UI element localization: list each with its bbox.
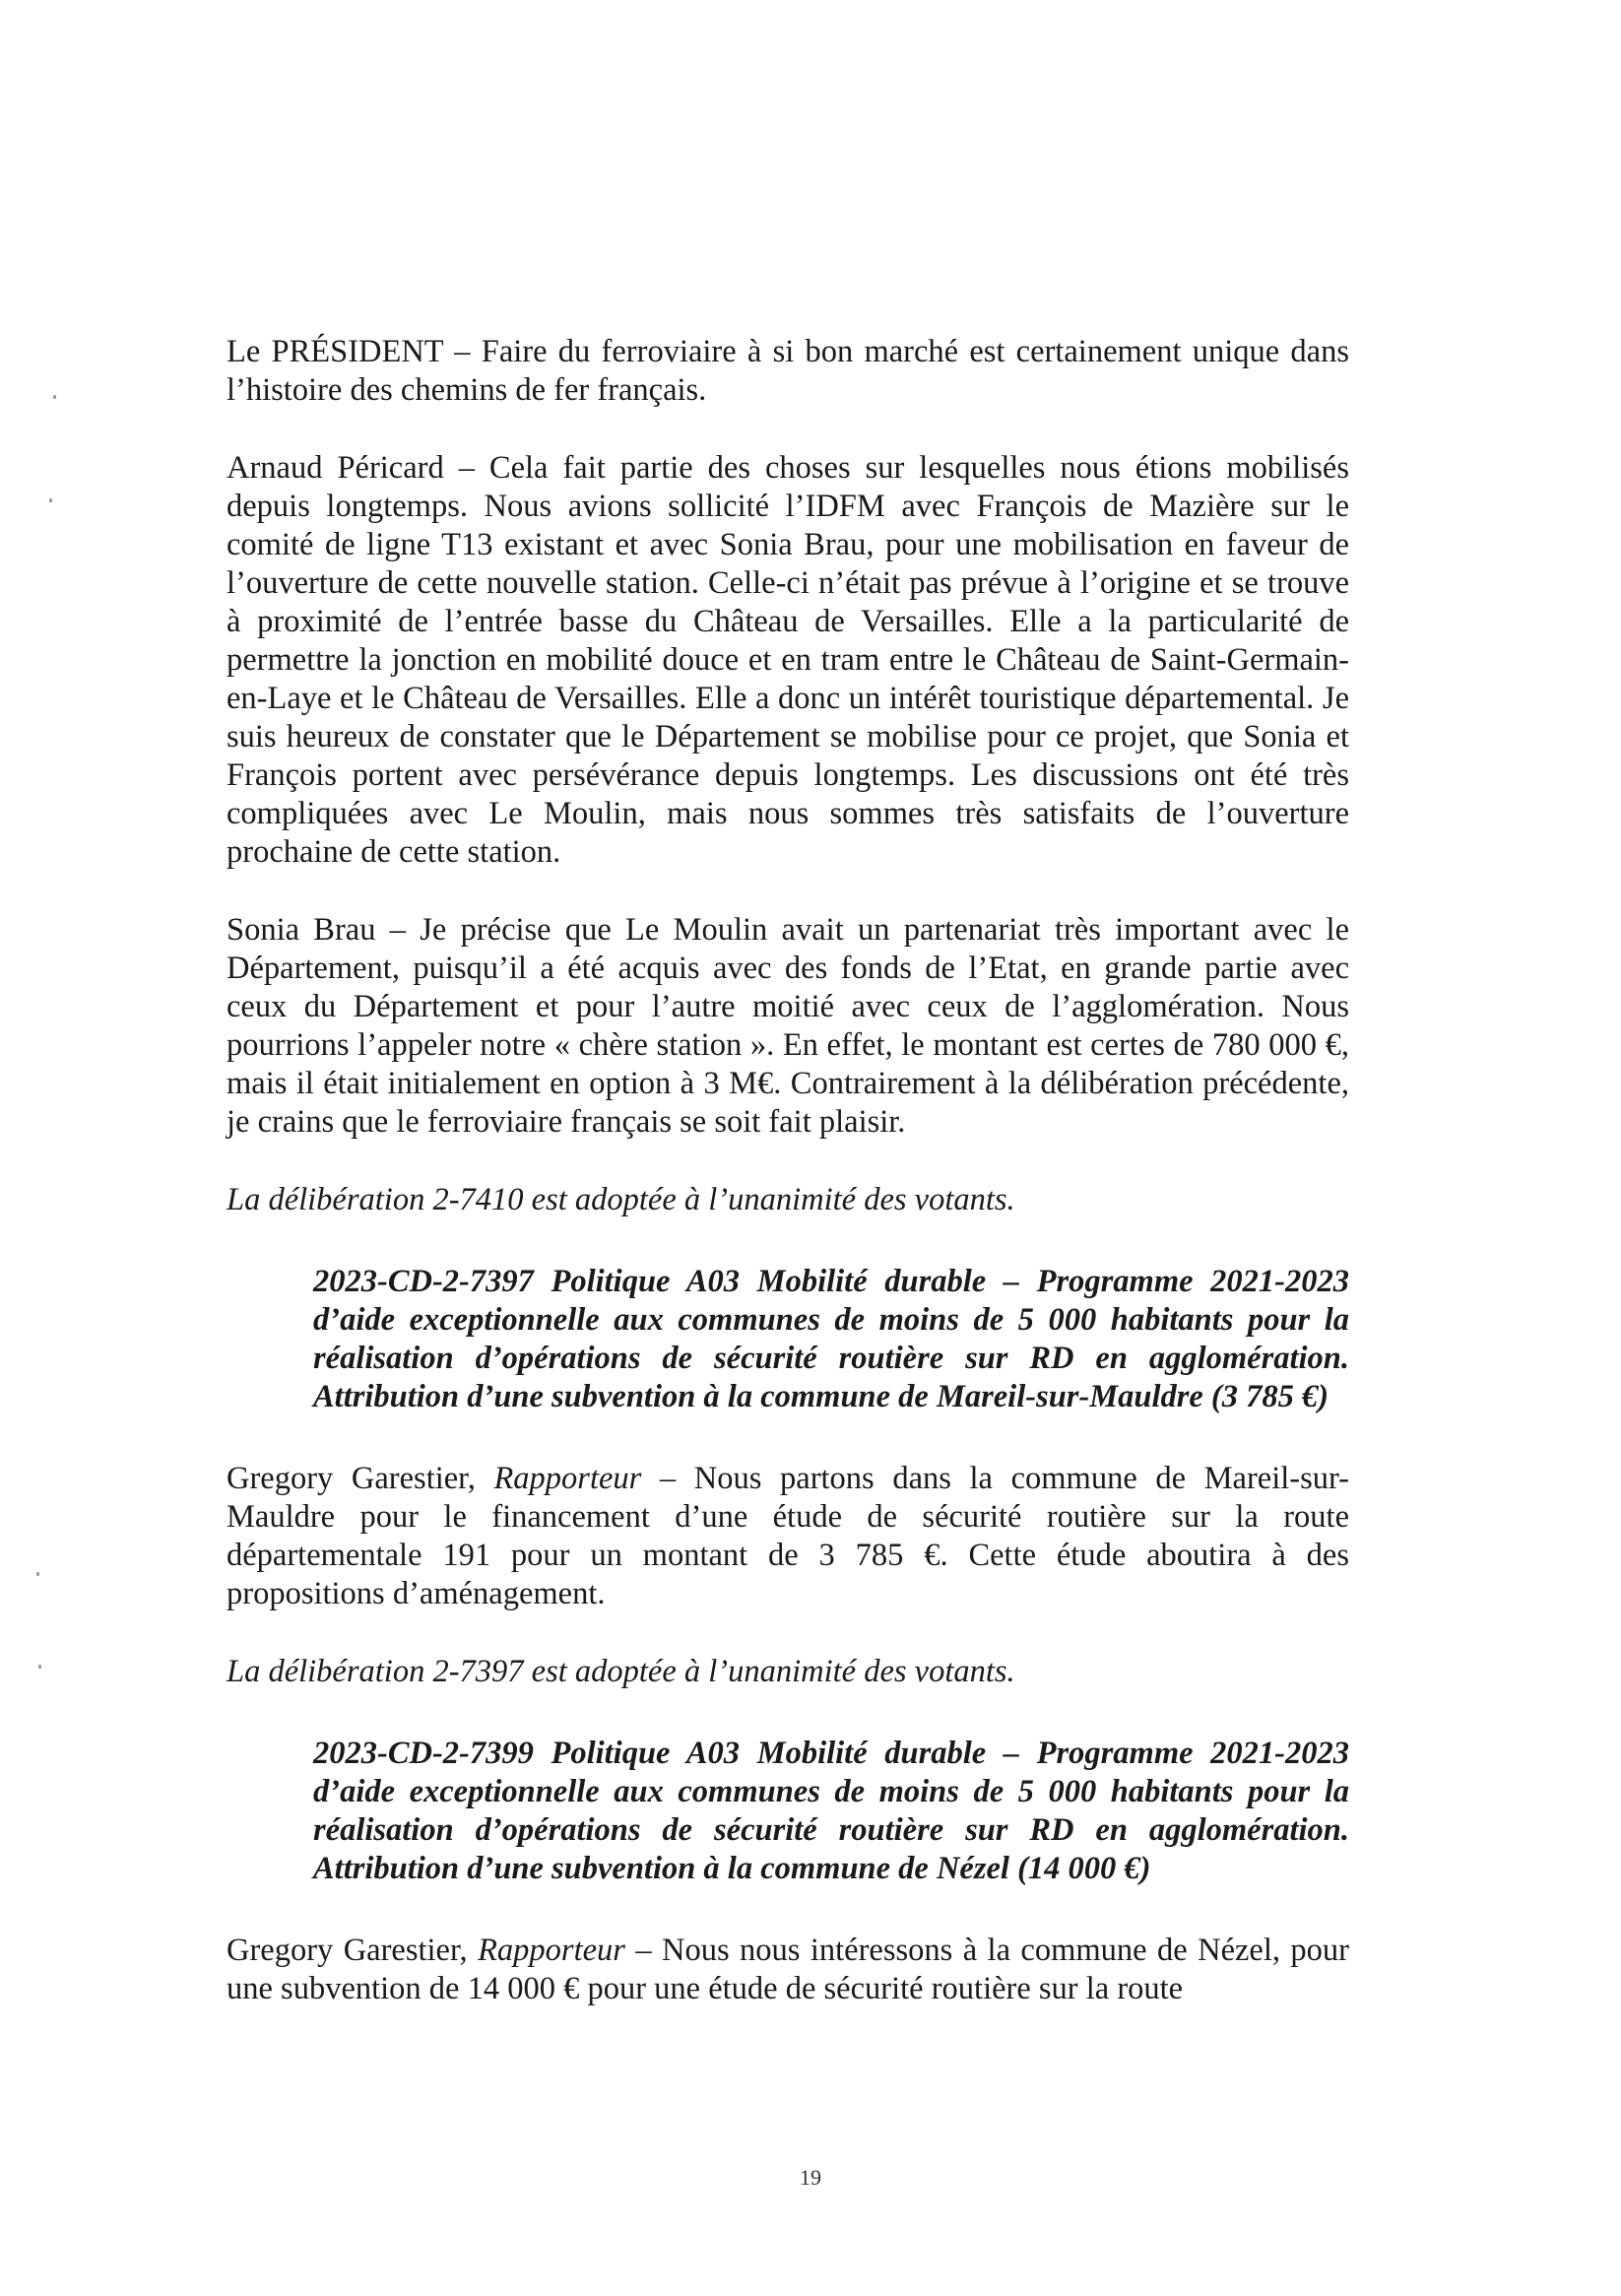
vote-result-7397: La délibération 2-7397 est adoptée à l’unanimité des votants. — [227, 1654, 1015, 1689]
scan-mark — [49, 498, 52, 502]
vote-result-7410: La délibération 2-7410 est adoptée à l’unanimité des votants. — [227, 1182, 1015, 1217]
document-page — [227, 333, 1349, 2048]
scan-mark — [38, 1665, 41, 1669]
deliberation-heading-7397: 2023-CD-2-7397 Politique A03 Mobilité durable – Programme 2021-2023 d’aide exceptionnelle aux communes de moins de 5 000 habitants pour la réalisation d’opérations de sécurité routière sur RD en agglomération. Attribution d’une subvention à la commune de Mareil-sur-Mauldre (3 785 €) — [313, 1264, 1349, 1414]
speaker-name: Gregory Garestier, — [227, 1933, 479, 1968]
speaker-name: Gregory Garestier, — [227, 1461, 494, 1496]
scan-mark — [53, 395, 56, 399]
page-number: 19 — [800, 2165, 821, 2190]
paragraph-pericard: Arnaud Péricard – Cela fait partie des choses sur lesquelles nous étions mobilisés depuis longtemps. Nous avions sollicité l’IDFM avec François de Mazière sur le comité de ligne T13 existant et avec Sonia Brau, pour une mobilisation en faveur de l’ouverture de cette nouvelle station. Celle-ci n’était pas prévue à l’origine et se trouve à proximité de l’entrée basse du Château de Versailles. Elle a la particularité de permettre la jonction en mobilité douce et en tram entre le Château de Saint-Germain-en-Laye et le Château de Versailles. Elle a donc un intérêt touristique départemental. Je suis heureux de constater que le Département se mobilise pour ce projet, que Sonia et François portent avec persévérance depuis longtemps. Les discussions ont été très compliquées avec Le Moulin, mais nous sommes très satisfaits de l’ouverture prochaine de cette station. — [227, 450, 1349, 870]
speaker-role: Rapporteur — [478, 1933, 625, 1968]
paragraph-garestier-2 — [227, 1932, 1349, 2008]
speaker-role: Rapporteur — [493, 1461, 642, 1496]
paragraph-president: Le PRÉSIDENT – Faire du ferroviaire à si bon marché est certainement unique dans l’histoire des chemins de fer français. — [227, 334, 1349, 408]
speaker-text: – Nous partons dans la commune de Mareil-sur-Mauldre pour le financement d’une étude de sécurité routière sur la route départementale 191 pour un montant de 3 785 €. Cette étude aboutira à des propositions d’aménagement. — [227, 1461, 1349, 1611]
speaker-text: – Nous nous intéressons à la commune de Nézel, pour une subvention de 14 000 € pour une étude de sécurité routière sur la route — [227, 1933, 1349, 2006]
scan-mark — [36, 1572, 39, 1576]
paragraph-garestier-1 — [227, 1460, 1349, 1613]
deliberation-heading-7399: 2023-CD-2-7399 Politique A03 Mobilité durable – Programme 2021-2023 d’aide exceptionnelle aux communes de moins de 5 000 habitants pour la réalisation d’opérations de sécurité routière sur RD en agglomération. Attribution d’une subvention à la commune de Nézel (14 000 €) — [313, 1736, 1349, 1886]
paragraph-brau: Sonia Brau – Je précise que Le Moulin avait un partenariat très important avec le Département, puisqu’il a été acquis avec des fonds de l’Etat, en grande partie avec ceux du Département et pour l’autre moitié avec ceux de l’agglomération. Nous pourrions l’appeler notre « chère station ». En effet, le montant est certes de 780 000 €, mais il était initialement en option à 3 M€. Contrairement à la délibération précédente, je crains que le ferroviaire français se soit fait plaisir. — [227, 912, 1349, 1140]
